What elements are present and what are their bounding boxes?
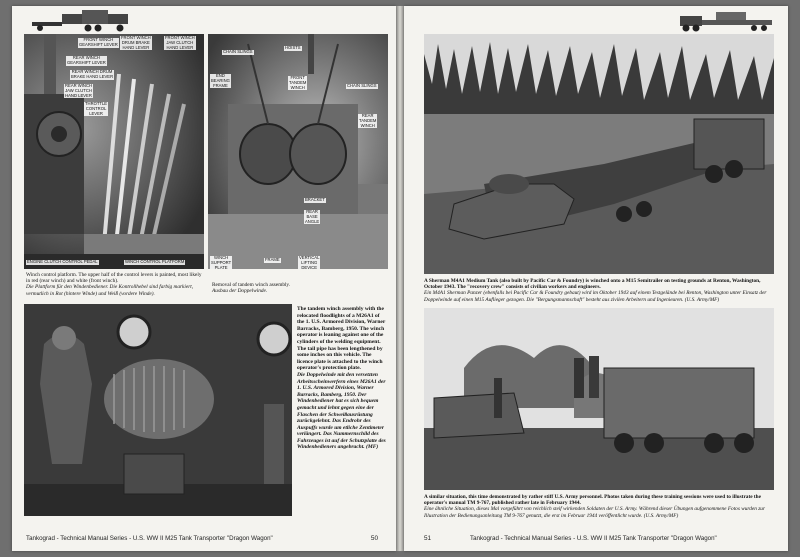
label-front-winch-jaw-clutch: FRONT WINCH JAW CLUTCH HAND LEVER: [165, 35, 195, 50]
m26a1-winch-drawing: [24, 304, 292, 516]
footer-left: Tankograd - Technical Manual Series - U.S. WW II M25 Tank Transporter "Dragon Wagon": [26, 535, 273, 542]
caption-top-de: Ein M4A1 Sherman Panzer (ebenfalls bei Pacific Car & Foundry gebaut) wird im Oktober 1943 auf einem Testgelände bei Renton, Washington unter Einsatz der Doppelwinde auf einen M15 Auflieger gezogen. Die "Bergungsmannschaft" besteht aus zivilen Arbeitern und Ingenieuren. (U.S. Army/MF): [424, 290, 767, 303]
right-page: [404, 6, 788, 551]
photo-sherman-m15-renton: [424, 34, 774, 274]
label-rear-base-angle: REAR BASE ANGLE: [305, 209, 320, 224]
label-rear-winch-jaw-clutch: REAR WINCH JAW CLUTCH HAND LEVER: [65, 83, 92, 98]
label-rear-tandem-winch: REAR TANDEM WINCH: [359, 113, 377, 128]
left-page: [12, 6, 396, 551]
side-text-m26a1: [297, 306, 387, 451]
side-text-de: Die Doppelwinde mit den versetzten Arbeitsscheinwerfern eines M26A1 der 1. U.S. Armored Division, Warner Barracks, Bamberg, 1950. Der Windenbediener hat es sich bequem gemacht und lehnt gegen eine der Flaschen der Schweißausrüstung zurückgelehnt. Das Endrohr des Auspuffs wurde um etliche Zentimeter verlängert. Das Nummernschild des Fahrzeuges ist auf der Schutzplatte des Windenbedieners angebracht. (MF): [297, 371, 386, 451]
label-frame: FRAME: [265, 257, 280, 262]
label-throttle-control-lever: THROTTLE CONTROL LEVER: [85, 101, 108, 116]
truck-transporter-icon: [676, 6, 776, 34]
photo-tandem-winch-removal: [208, 34, 388, 269]
page-number-right: 51: [424, 535, 432, 542]
label-front-tandem-winch: FRONT TANDEM WINCH: [289, 75, 307, 90]
caption-bottom-en: A similar situation, this time demonstrated by rather stiff U.S. Army personnel. Photos taken during these training sessions were used to illustrate the operator's manual TM 9-767, published rather late in February 1944.: [424, 494, 761, 507]
caption-bottom-de: Eine ähnliche Situation, dieses Mal vorgeführt von reichlich steif wirkenden Soldaten der U.S. Army. Während dieser Übungen aufgenommene Fotos wurden zur Illustration der Bedienungsanleitung TM 9-767 genutzt, die erst im Februar 1944 veröffentlicht wurde. (U.S. Army/MF): [424, 506, 766, 519]
caption-controls: [26, 272, 204, 297]
photo-army-training-session: [424, 308, 774, 490]
tandem-winch-drawing: [208, 34, 388, 269]
caption-controls-de: Die Plattform für den Windenbediener. Die Kontrollhebel sind farbig markiert, vermutlich in Rot (hintere Winde) und Weiß (vordere Winde).: [26, 284, 194, 297]
book-gutter: [396, 6, 404, 551]
caption-tandem: [212, 282, 382, 294]
label-vertical-lifting-device: VERTICAL LIFTING DEVICE: [299, 255, 320, 269]
caption-bottom-right: [424, 494, 774, 519]
label-winch-support-plate: WINCH SUPPORT PLATE: [211, 255, 232, 269]
label-end-bearing-frame: END BEARING FRAME: [211, 73, 230, 88]
truck-silhouette-icon: [24, 6, 134, 34]
sherman-forest-drawing: [424, 34, 774, 274]
label-front-winch-drum-brake: FRONT WINCH DRUM BRAKE HAND LEVER: [121, 35, 151, 50]
page-number-left: 50: [370, 535, 378, 542]
caption-controls-en: Winch control platform. The upper half of the control levers is painted, most likely in red (rear winch) and white (front winch).: [26, 272, 202, 285]
caption-top-en: A Sherman M4A1 Medium Tank (also built by Pacific Car & Foundry) is winched onto a M15 Semitrailer on testing grounds at Renton, Washington, October 1943. The "recovery crew" consists of civilian workers and engineers.: [424, 278, 761, 291]
label-chain-slings-right: CHAIN SLINGS: [347, 83, 377, 88]
label-chain-slings-top: CHAIN SLINGS: [223, 49, 253, 54]
photo-winch-control-platform: [24, 34, 204, 269]
label-winch-control-platform: WINCH CONTROL PLATFORM: [125, 259, 185, 264]
label-bracket: BRACKET: [305, 197, 325, 202]
label-rear-winch-gearshift: REAR WINCH GEARSHIFT LEVER: [67, 55, 106, 65]
label-front-winch-gearshift: FRONT WINCH GEARSHIFT LEVER: [79, 37, 118, 47]
label-hoists: HOISTS: [285, 45, 301, 50]
label-engine-clutch-pedal: ENGINE CLUTCH CONTROL PEDAL: [27, 259, 98, 264]
side-text-en: The tandem winch assembly with the relocated floodlights of a M26A1 of the 1. U.S. Armored Division, Warner Barracks, Bamberg, 1950. The winch operator is leaning against one of the cylinders of the welding equipment. The tail pipe has been lengthened by some inches on this vehicle. The licence plate is attached to the winch operator's protection plate.: [297, 306, 386, 372]
caption-top-right: [424, 278, 774, 303]
footer-right: Tankograd - Technical Manual Series - U.S. WW II M25 Tank Transporter "Dragon Wagon": [470, 535, 717, 542]
photo-m26a1-tandem-winch: [24, 304, 292, 516]
caption-tandem-de: Ausbau der Doppelwinde.: [212, 288, 268, 295]
training-session-drawing: [424, 308, 774, 490]
label-rear-winch-drum-brake: REAR WINCH DRUM BRAKE HAND LEVER: [71, 69, 114, 79]
caption-tandem-en: Removal of tandem winch assembly.: [212, 282, 291, 288]
